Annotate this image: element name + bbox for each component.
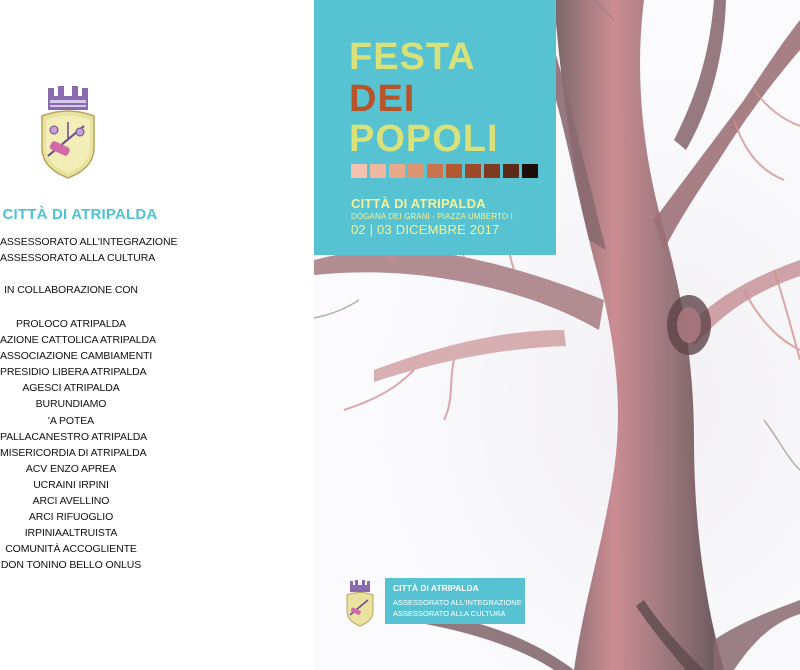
color-swatch	[484, 164, 500, 178]
color-swatch	[351, 164, 367, 178]
partner-item: AZIONE CATTOLICA ATRIPALDA	[0, 334, 156, 347]
title-line-1: FESTA	[349, 36, 476, 78]
partner-item: IRPINIAALTRUISTA	[24, 527, 118, 540]
partner-item: BURUNDIAMO	[35, 398, 107, 411]
coat-of-arms-small-icon	[343, 578, 377, 628]
title-line-3: POPOLI	[349, 118, 499, 160]
partner-item: ASSOCIAZIONE CAMBIAMENTI	[0, 350, 153, 363]
title-line-2: DEI	[349, 78, 416, 120]
partner-item: AGESCI ATRIPALDA	[22, 382, 120, 395]
cover-dates: 02 | 03 DICEMBRE 2017	[351, 222, 500, 237]
partner-list	[0, 316, 156, 574]
assessorato-cultura: ASSESSORATO ALLA CULTURA	[0, 252, 156, 264]
cover-venue: DOGANA DEI GRANI - PIAZZA UMBERTO I	[351, 212, 513, 221]
color-swatch	[389, 164, 405, 178]
partner-item: PRESIDIO LIBERA ATRIPALDA	[0, 366, 147, 379]
footer-city: CITTÀ DI ATRIPALDA	[393, 583, 479, 593]
partner-item: DON TONINO BELLO ONLUS	[0, 559, 142, 572]
partner-item: ACV ENZO APREA	[25, 462, 117, 475]
partner-item: ARCI AVELLINO	[32, 495, 110, 508]
partner-item: MISERICORDIA DI ATRIPALDA	[0, 446, 147, 459]
color-swatch	[427, 164, 443, 178]
assessorato-integrazione: ASSESSORATO ALL'INTEGRAZIONE	[0, 236, 178, 248]
partner-item: ARCI RIFUOGLIO	[28, 511, 114, 524]
partner-item: COMUNITÀ ACCOGLIENTE	[5, 543, 137, 556]
left-panel	[0, 0, 178, 670]
skin-tone-swatches	[351, 164, 538, 178]
cover-city: CITTÀ DI ATRIPALDA	[351, 196, 486, 211]
cover-title-box	[314, 0, 556, 255]
color-swatch	[522, 164, 538, 178]
partner-item: PROLOCO ATRIPALDA	[16, 318, 126, 330]
collaboration-label: IN COLLABORAZIONE CON	[4, 284, 138, 296]
footer-line-2: ASSESSORATO ALLA CULTURA	[393, 609, 506, 618]
color-swatch	[446, 164, 462, 178]
cover-footer-box	[385, 578, 525, 624]
partner-item: UCRAINI IRPINI	[33, 478, 109, 491]
footer-line-1: ASSESSORATO ALL'INTEGRAZIONE	[393, 598, 522, 607]
city-title: CITTÀ DI ATRIPALDA	[2, 206, 158, 223]
color-swatch	[408, 164, 424, 178]
partner-item: 'A POTEA	[47, 414, 95, 427]
coat-of-arms-icon	[34, 82, 102, 182]
color-swatch	[370, 164, 386, 178]
partner-item: PALLACANESTRO ATRIPALDA	[0, 430, 148, 443]
color-swatch	[503, 164, 519, 178]
color-swatch	[465, 164, 481, 178]
